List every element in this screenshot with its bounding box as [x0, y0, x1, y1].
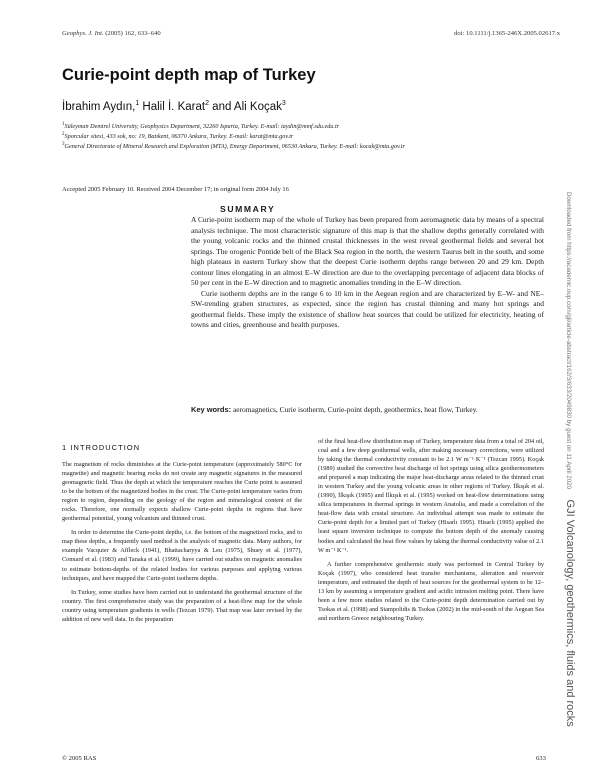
affiliation-text: General Directorate of Mineral Research and Exploration (MTA), Energy Department, 06530 Ankara, Turkey. E-mail: kocak@mta.gov.tr — [64, 143, 405, 151]
copyright: © 2005 RAS — [62, 755, 97, 762]
margin-vertical-text — [562, 192, 580, 727]
author-name: İbrahim Aydın, — [62, 100, 136, 113]
received-accepted-dates: Accepted 2005 February 10. Received 2004 December 17; in original form 2004 July 16 — [62, 186, 289, 193]
author-affiliation-mark: 3 — [281, 100, 286, 107]
section-heading-introduction: 1 INTRODUCTION — [62, 443, 141, 452]
keywords-list: aeromagnetics, Curie isotherm, Curie-point depth, geothermics, heat flow, Turkey. — [232, 405, 478, 414]
text-column-right — [318, 437, 544, 628]
author-affiliation-mark: 2 — [205, 100, 209, 107]
body-paragraph: of the final heat-flow distribution map of Turkey, temperature data from a total of 204 oil, coal and a few deep geothermal wells, after making necessary corrections, were utilized by taking the thermal conductivity constant to be 2.1 W m⁻¹ K⁻¹ (Tezcan 1995). Koçak (1989) studied the convective heat discharge of hot springs using silica geothermometers and prepared a map indicating the major heat-discharge areas related to the thinned crust in western Turkey and the young volcanic areas in other regions of Turkey. İlkışık et al. (1990), İlkışık (1995) and İlkışık et al. (1995) worked on heat-flow determinations using silica temperatures in thermal springs in western Anatolia, and made a correlation of the heat-flow data with crustal structure. An individual attempt was made to estimate the Curie-point depth for a limited part of Turkey (Hisarlı 1995). Hisarlı (1995) applied the least square inversion technique to compute the bottom depth of the anomaly causing bodies and calculated the heat flow values by taking the thermal conductivity value of 2.1 W m⁻¹ K⁻¹. — [318, 438, 544, 554]
body-paragraph: The magnetism of rocks diminishes at the Curie-point temperature (approximately 580°C for magnetite) and magnetic bearing rocks do not create any magnetic signatures in the measured geomagnetic field. Thus the depth at which the temperature reaches the Curie point is assumed to be the bottom of the magnetized bodies in the crust. The Curie-point temperature varies from region to region, depending on the geology of the region and mineralogical content of the rocks. Therefore, one normally expects shallow Curie-point depths in regions that have geothermal potential, young volcanism and thinned crust. — [62, 461, 302, 523]
affiliation — [62, 132, 293, 140]
summary-paragraph: Curie isotherm depths are in the range 6 to 10 km in the Aegean region and are characterized by E–W- and NE–SW-trending graben structures, as expected, since the region has crustal thinning and many hot springs and geothermal fields. These imply the existence of shallow heat sources that could be utilized for electricity, heating of towns and cities, greenhouse and health purposes. — [191, 288, 544, 329]
affiliation — [62, 142, 405, 150]
affiliation-number: 1 — [62, 122, 65, 127]
affiliation-number: 3 — [62, 142, 65, 147]
citation-details: (2005) 162, 633–640 — [105, 30, 161, 37]
author-list — [62, 100, 286, 113]
affiliation-text: Süleyman Demirel University, Geophysics Department, 32260 Isparta, Turkey. E-mail: iaydin@mmf.sdu.edu.tr — [64, 123, 340, 131]
doi[interactable]: doi: 10.1111/j.1365-246X.2005.02617.x — [454, 30, 560, 37]
author-name: Halil İ. Karat — [142, 100, 206, 113]
summary-body — [191, 215, 544, 331]
body-paragraph: In order to determine the Curie-point depths, i.e. the bottom of the magnetized rocks, and to map these depths, a frequently used method is the analysis of magnetic data. Many authors, for example Vacquier & Affleck (1941), Bhattacharyya & Leu (1975), Shuey et al. (1977), Connard et al. (1983) and Tanaka et al. (1999), have carried out studies on magnetic anomalies to estimate bottom-depths of the related bodies for various purposes and applying various techniques, and have mapped the Curie-point isotherm depths. — [62, 529, 302, 582]
keywords — [191, 405, 544, 416]
affiliation — [62, 122, 339, 130]
download-note[interactable]: Downloaded from https://academic.oup.com/gji/article-abstract/162/3/633/2049830 by guest on 11 April 2020 — [565, 192, 572, 490]
body-paragraph: A further comprehensive geothermic study was performed in Central Turkey by Koçak (1997), who considered heat transfer mechanisms, alteration and reservoir temperature, and estimated the depth of heat sources for the geothermal system to be 12–13 km by assuming a temperature gradient and acidic intrusion melting point. There have been a few more studies related to the Curie-point depth determination carried out by Tsokas et al. (1998) and Stampolidis & Tsokas (2002) in the mid-south of the Aegean Sea and northern Greece neighbouring Turkey. — [318, 560, 544, 622]
journal-citation — [62, 30, 161, 37]
author-name: and Ali Koçak — [212, 100, 282, 113]
affiliation-number: 2 — [62, 132, 65, 137]
summary-heading: SUMMARY — [220, 204, 276, 214]
section-watermark: GJI Volcanology, geothermics, fluids and rocks — [564, 499, 576, 727]
keywords-label: Key words: — [191, 405, 232, 414]
paper-title: Curie-point depth map of Turkey — [62, 66, 316, 84]
page-number: 633 — [536, 755, 546, 762]
text-column-left — [62, 460, 302, 629]
summary-paragraph: A Curie-point isotherm map of the whole of Turkey has been prepared from aeromagnetic data by means of a spectral analysis technique. The most characteristic signature of this map is that the shallow depths generally correlated with the young volcanic rocks and the thinned crustal thicknesses in the west reveal geothermal fields and several hot springs. The orogenic Pontide belt of the Black Sea region in the north, the western Taurus belt in the south, and some high plateaus in eastern Turkey show that the deepest Curie isotherm depths range between 20 and 29 km. Depth contour lines elongating in an almost E–W direction are due to the overlapping percentage of adjacent data blocks of 50 per cent in the E–W direction and to magnetic anomalies trending in the E–W direction. — [191, 215, 544, 287]
journal-name: Geophys. J. Int. — [62, 30, 104, 37]
author-affiliation-mark: 1 — [135, 100, 140, 107]
body-paragraph: In Turkey, some studies have been carried out to understand the geothermal structure of the country. The first comprehensive study was the preparation of a heat-flow map for the whole country using temperature gradients in wells (Tezcan 1979). That map was later revised by the addition of new well data. In the preparation — [62, 588, 302, 623]
affiliation-text: Sporcular sitesi, 433 sok, no: 19, Batıkent, 06370 Ankara, Turkey. E-mail: karat@mta.gov.tr — [64, 133, 294, 141]
